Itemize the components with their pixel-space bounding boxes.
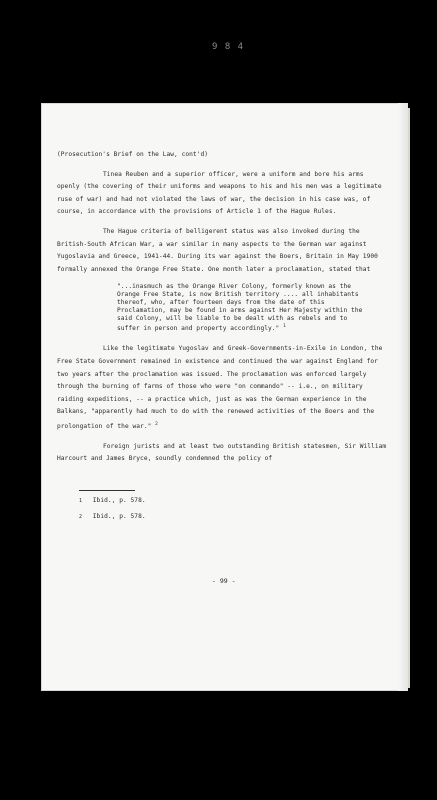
footnote-2-number: 2 bbox=[79, 513, 83, 520]
document-page bbox=[41, 103, 408, 691]
document-header: (Prosecution's Brief on the Law, cont'd) bbox=[57, 151, 209, 158]
document-body bbox=[57, 149, 387, 529]
footnote-ref-1: 1 bbox=[283, 324, 286, 330]
page-number: - 99 - bbox=[212, 577, 236, 585]
footnote-2 bbox=[79, 513, 387, 521]
paragraph-3 bbox=[57, 343, 387, 433]
footnote-1-text: Ibid., p. 578. bbox=[92, 496, 146, 504]
block-quote bbox=[117, 283, 367, 333]
paragraph-1: Tinea Reuben and a superior officer, were a uniform and bore his arms openly (the covering of their uniforms and weapons to his and his men was a legitimate ruse of war) and had not violated the laws of war, the decision in his case was, of course, in accordance with the provisions of Article 1 of the Hague Rules. bbox=[57, 170, 382, 216]
paragraph-3-text: Like the legitimate Yugoslav and Greek-Governments-in-Exile in London, the Free State Government remained in existence and continued the war against England for two years after the proclamation was issued. The proclamation was enforced largely through the burning of farms of those who were "on commando" -- i.e., on military raiding expeditions, -- a practice which, just as was the German experience in the Balkans, "apparently had much to do with the renewed activities of the Boers and the prolongation of the war." bbox=[57, 345, 383, 431]
microfilm-frame-number: 9 8 4 bbox=[212, 42, 245, 52]
footnote-1-number: 1 bbox=[79, 497, 83, 504]
paragraph-2: The Hague criteria of belligerent status was also invoked during the British-South African War, a war similar in many aspects to the German war against Yugoslavia and Greece, 1941-44. During its war against the Boers, Britain in May 1900 formally annexed the Orange Free State. One month later a proclamation, stated that bbox=[57, 227, 378, 273]
page-shadow-edge bbox=[398, 103, 408, 691]
paragraph-4: Foreign jurists and at least two outstanding British statesmen, Sir William Harcourt and James Bryce, soundly condemned the policy of bbox=[57, 442, 387, 463]
footnote-1 bbox=[79, 497, 387, 505]
block-quote-text: "...inasmuch as the Orange River Colony, formerly known as the Orange Free State, is now British territory .... all inhabitants thereof, who, after fourteen days from the date of this Proclamation, may be found in arms against Her Majesty within the said Colony, will be liable to be dealt with as rebels and to suffer in person and property accordingly." bbox=[117, 283, 363, 333]
footnote-2-text: Ibid., p. 578. bbox=[92, 512, 146, 520]
footnote-rule bbox=[79, 490, 135, 491]
footnote-ref-2: 2 bbox=[155, 421, 158, 427]
